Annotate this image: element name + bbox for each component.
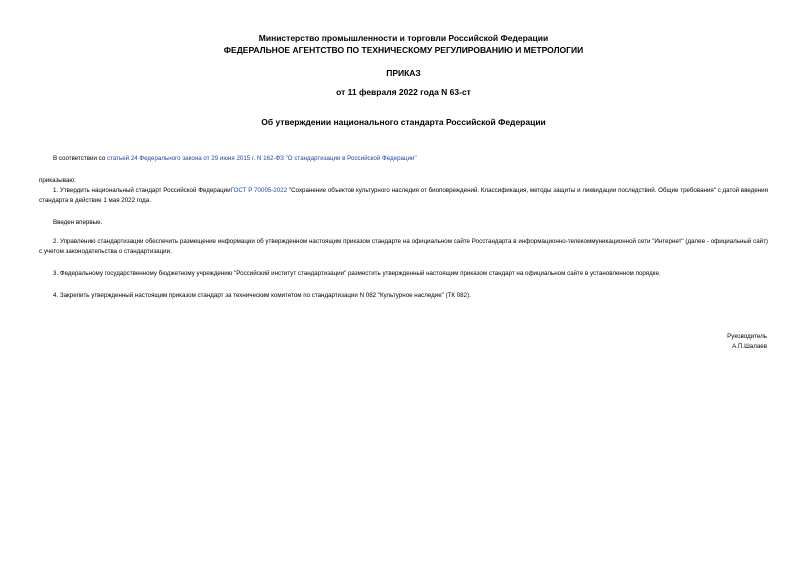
p1-rest: "Сохранение объектов культурного наследия от биоповреждений. Классификация, методы защиты и ликвидации последствий. Общие требования" с датой введения стандарта в действие 1 мая 2022 года. [39, 187, 768, 204]
p1-prefix: 1. Утвердить национальный стандарт Российской Федерации [53, 187, 231, 194]
first-time-note: Введен впервые. [53, 219, 103, 226]
paragraph-2: 2. Управлению стандартизации обеспечить размещение информации об утвержденном настоящим приказом стандарте на официальном сайте Росстандарта в информационно-телекоммуникационной сети "Интернет" (далее - официальный сайт) с учетом законодательства о стандартизации. [39, 238, 768, 255]
paragraph-1 [39, 186, 768, 206]
signatory-name: А.П.Шалаев [732, 343, 767, 350]
agency-title: ФЕДЕРАЛЬНОЕ АГЕНТСТВО ПО ТЕХНИЧЕСКОМУ РЕГУЛИРОВАНИЮ И МЕТРОЛОГИИ [223, 45, 584, 55]
gost-link[interactable]: ГОСТ Р 70005-2022 [230, 187, 288, 194]
order-word: приказываю: [39, 177, 76, 184]
date-number: от 11 февраля 2022 года N 63-ст [336, 87, 471, 97]
paragraph-3: 3. Федеральному государственному бюджетному учреждению "Российский институт стандартизации" разместить утвержденный настоящим приказом стандарт на официальном сайте в установленном порядке. [53, 270, 661, 277]
paragraph-4: 4. Закрепить утвержденный настоящим приказом стандарт за техническим комитетом по стандартизации N 082 "Культурное наследие" (ТК 082). [53, 292, 471, 299]
signatory-position: Руководитель [727, 333, 767, 340]
document-type: ПРИКАЗ [386, 68, 421, 78]
document-subject: Об утверждении национального стандарта Российской Федерации [261, 117, 546, 127]
ministry-title: Министерство промышленности и торговли Российской Федерации [258, 33, 549, 43]
law-link[interactable]: статьей 24 Федерального закона от 29 июня 2015 г. N 162-ФЗ "О стандартизации в Российской Федерации" [106, 155, 417, 162]
intro-prefix: В соответствии со [53, 155, 107, 162]
intro-paragraph [39, 154, 768, 164]
